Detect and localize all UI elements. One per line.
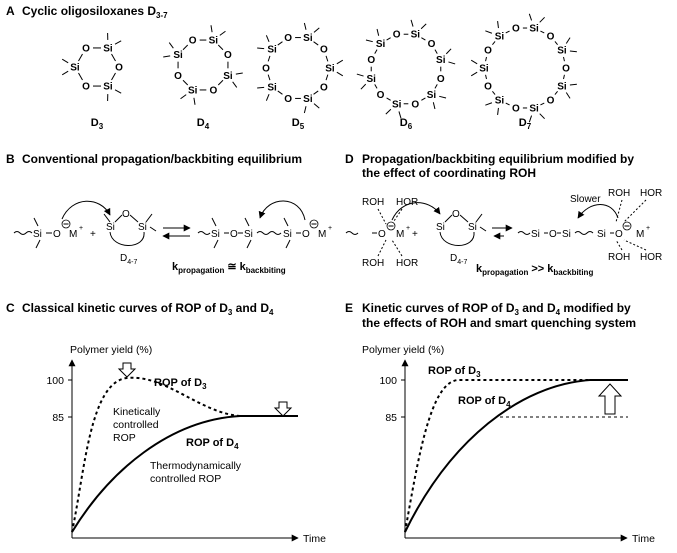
product-o: O: [549, 229, 557, 240]
methyl-bond: [357, 74, 364, 76]
methyl-bond: [245, 218, 249, 226]
methyl-bond: [115, 90, 121, 93]
si-atom: Si: [366, 73, 376, 85]
h-bond-dash: [378, 209, 386, 224]
si-atom: Si: [267, 44, 277, 56]
product-si-2: Si: [562, 229, 571, 240]
hor-bottom-right: HOR: [640, 252, 663, 263]
panel-d-letter: D: [345, 152, 354, 166]
plus-sign: +: [90, 229, 96, 240]
methyl-bond: [34, 218, 38, 226]
h-bond-dash: [616, 200, 622, 222]
methyl-bond: [304, 106, 306, 113]
methyl-bond: [163, 56, 170, 57]
ring-bond: [314, 42, 319, 45]
c-kinetic-2: controlled: [113, 419, 159, 431]
ring-bond: [112, 73, 116, 80]
methyl-bond: [247, 240, 251, 248]
slower-label: Slower: [570, 194, 601, 205]
ring-bond: [563, 57, 564, 61]
roh-top-right: ROH: [608, 188, 631, 199]
panel-e-title-1: Kinetic curves of ROP of $D_3$ and $D_4$ modified by: [362, 301, 631, 317]
backbiting-arrow: [578, 205, 618, 219]
o-atom: O: [546, 95, 555, 107]
methyl-bond: [304, 23, 306, 30]
nucleophilic-attack-arrow: [62, 201, 110, 219]
methyl-bond: [286, 240, 290, 248]
o-atom: O: [511, 23, 520, 35]
ring-bond: [375, 84, 377, 88]
methyl-bond: [485, 103, 492, 105]
methyl-bond: [257, 48, 264, 49]
c-label-d3: ROP of $D_3$: [154, 377, 207, 391]
silanolate-o: O: [378, 229, 386, 240]
methyl-bond: [566, 93, 570, 99]
c-y-axis-label: Polymer yield (%): [70, 344, 153, 356]
product-cation: M: [636, 229, 645, 240]
panel-b-title: Conventional propagation/backbiting equilibrium: [22, 152, 303, 166]
o-atom: O: [376, 89, 385, 101]
ring-bond: [421, 98, 425, 100]
methyl-bond: [194, 98, 195, 105]
ring-bond: [506, 31, 510, 33]
methyl-bond: [146, 214, 152, 222]
product-si-3: Si: [597, 229, 606, 240]
ring-bond: [115, 215, 122, 222]
o-atom: O: [546, 31, 555, 43]
methyl-bond: [433, 102, 435, 109]
panel-e-letter: E: [345, 301, 354, 315]
ring-bond: [387, 38, 391, 40]
ring-bond: [506, 103, 510, 105]
panel-d: [345, 152, 662, 277]
methyl-bond: [266, 35, 269, 41]
c-plateau-down-arrow-icon: [275, 402, 291, 416]
panel-d-title-1: Propagation/backbiting equilibrium modified by: [362, 152, 635, 166]
methyl-bond: [62, 71, 68, 75]
methyl-bond: [540, 17, 545, 22]
methyl-bond: [485, 31, 492, 33]
ring-bond: [435, 50, 437, 54]
product-si-1: Si: [211, 229, 220, 240]
e-up-arrow-icon: [599, 384, 621, 414]
cation-charge: +: [79, 225, 84, 232]
si-atom: Si: [325, 63, 335, 75]
o-atom: O: [174, 70, 182, 82]
ring-si-left: Si: [106, 222, 115, 233]
ring-bond: [540, 31, 544, 33]
e-label-d4: ROP of $D_4$: [458, 395, 511, 409]
cation-charge: +: [646, 225, 651, 232]
rate-relation-d: $k_{propagation} >> k_{backbiting}$: [476, 263, 594, 277]
methyl-bond: [566, 38, 570, 44]
si-atom: Si: [410, 29, 421, 41]
methyl-bond: [314, 28, 319, 33]
roh-bottom-right: ROH: [608, 252, 631, 263]
c-ytick-100: 100: [46, 375, 64, 387]
panel-b: [6, 152, 332, 275]
e-x-axis-label: Time: [632, 533, 655, 545]
panel-e: [345, 301, 655, 545]
ring-label-d7: $D_7$: [518, 117, 532, 131]
h-bond-dash: [624, 240, 646, 250]
methyl-bond: [476, 214, 482, 222]
ring-label-d6: $D_6$: [399, 117, 413, 131]
e-y-axis-label: Polymer yield (%): [362, 344, 445, 356]
methyl-bond: [386, 109, 391, 114]
ring-bond: [486, 75, 487, 79]
ring-label: $D_{4-7}$: [450, 253, 468, 266]
si-atom: Si: [70, 62, 80, 74]
ring-si-left: Si: [436, 222, 445, 233]
methyl-bond: [498, 108, 499, 115]
ring-d6: [357, 20, 455, 131]
si-atom: Si: [391, 99, 402, 111]
ring-bond: [268, 56, 270, 61]
si-atom: Si: [103, 43, 113, 55]
o-atom: O: [319, 82, 328, 94]
methyl-bond: [337, 72, 343, 76]
panel-d-title-2: the effect of coordinating ROH: [362, 166, 536, 180]
hor-top-right: HOR: [640, 188, 663, 199]
ring-si-right: Si: [138, 222, 147, 233]
ring-bond: [112, 54, 116, 61]
ring-d4: [163, 25, 243, 131]
si-atom: Si: [173, 50, 183, 62]
rate-relation-b: $k_{propagation}$ ≅ $k_{backbiting}$: [172, 261, 286, 275]
ring-bond: [130, 215, 138, 222]
methyl-bond: [266, 94, 269, 100]
methyl-bond: [214, 240, 218, 248]
methyl-bond: [471, 60, 477, 64]
ring-bond: [326, 56, 328, 61]
si-atom: Si: [303, 93, 313, 105]
ring-bond: [278, 42, 283, 45]
ring-label-d3: $D_3$: [90, 117, 104, 131]
si-atom: Si: [557, 45, 567, 57]
ring-label-d4: $D_4$: [196, 117, 210, 131]
polymer-chain-wavy: [518, 232, 530, 235]
methyl-bond: [480, 227, 486, 231]
chain-si: Si: [33, 229, 42, 240]
polymer-chain-wavy: [198, 232, 210, 235]
ring-label-d5: $D_5$: [291, 117, 305, 131]
polymer-chain-wavy: [14, 232, 32, 235]
methyl-bond: [36, 240, 40, 248]
e-ytick-85: 85: [385, 412, 397, 424]
ring-bond: [555, 41, 558, 44]
methyl-bond: [448, 62, 455, 64]
methyl-bond: [377, 29, 379, 36]
methyl-bond: [115, 41, 121, 44]
methyl-bond: [233, 82, 237, 88]
ring-bond: [183, 45, 188, 50]
o-atom: O: [82, 43, 90, 55]
si-atom: Si: [426, 89, 437, 101]
ring-bond: [421, 38, 425, 40]
methyl-bond: [471, 72, 477, 76]
product-si-2: Si: [244, 229, 253, 240]
polymer-chain-wavy: [575, 232, 593, 235]
plus-sign: +: [412, 229, 418, 240]
ring-o: O: [122, 209, 130, 220]
ring-bond: [375, 50, 377, 54]
hor-top-left: HOR: [396, 197, 419, 208]
si-atom: Si: [267, 82, 277, 94]
methyl-bond: [62, 59, 68, 63]
c-label-d4: ROP of $D_4$: [186, 437, 239, 451]
panel-a-letter: A: [6, 4, 15, 18]
panel-b-letter: B: [6, 152, 15, 166]
hor-bottom-left: HOR: [396, 258, 419, 269]
si-atom: Si: [103, 81, 113, 93]
panel-c-letter: C: [6, 301, 15, 315]
methyl-bond: [570, 84, 577, 85]
c-kinetic-1: Kinetically: [113, 406, 161, 418]
ring-o: O: [452, 209, 460, 220]
counter-cation: M: [396, 229, 405, 240]
ring-bond: [79, 54, 83, 61]
methyl-bond: [220, 31, 226, 35]
o-atom: O: [82, 81, 90, 93]
o-atom: O: [511, 103, 520, 115]
c-x-axis-label: Time: [303, 533, 326, 545]
panel-c-title: Classical kinetic curves of ROP of $D_3$ and $D_4$: [22, 301, 274, 317]
product-si-1: Si: [531, 229, 540, 240]
methyl-bond: [181, 95, 187, 99]
polymer-chain-wavy: [257, 232, 281, 235]
h-bond-dash: [624, 200, 646, 222]
ring-bond: [278, 91, 283, 94]
ring-bond: [183, 80, 188, 85]
ring-bond: [486, 57, 487, 61]
c-thermo-2: controlled ROP: [150, 473, 222, 485]
ring-d7: [471, 14, 577, 131]
methyl-bond: [257, 87, 264, 88]
counter-cation: M: [69, 229, 78, 240]
o-atom: O: [411, 99, 420, 111]
o-atom: O: [392, 29, 401, 41]
methyl-bond: [446, 49, 451, 54]
ring-bond: [563, 75, 564, 79]
methyl-bond: [337, 60, 343, 64]
si-atom: Si: [494, 31, 505, 43]
methyl-bond: [212, 218, 216, 226]
ring-bond: [540, 103, 544, 105]
panel-c: [6, 301, 326, 545]
ring-d3: [62, 33, 123, 131]
c-ytick-85: 85: [52, 412, 64, 424]
o-atom: O: [115, 62, 123, 74]
methyl-bond: [236, 73, 243, 74]
ring-d5: [257, 23, 343, 131]
methyl-bond: [366, 40, 373, 42]
si-atom: Si: [208, 35, 219, 47]
panel-a: [6, 4, 577, 131]
methyl-bond: [150, 227, 156, 231]
ring-bond: [218, 45, 223, 50]
methyl-bond: [421, 24, 426, 29]
methyl-bond: [169, 43, 173, 49]
ring-bond: [460, 215, 468, 222]
ring-si-right: Si: [468, 222, 477, 233]
si-atom: Si: [187, 85, 198, 97]
o-atom: O: [436, 73, 445, 85]
methyl-bond: [411, 20, 413, 27]
cation-charge: +: [328, 225, 333, 232]
product-cation: M: [318, 229, 327, 240]
panel-a-title: Cyclic oligosiloxanes $D_{3-7}$: [22, 4, 168, 20]
ring-arc: [440, 232, 474, 246]
e-label-d3: ROP of $D_3$: [428, 365, 481, 379]
methyl-bond: [529, 14, 531, 21]
methyl-bond: [439, 96, 446, 98]
ring-bond: [268, 75, 270, 80]
o-atom: O: [484, 45, 492, 57]
methyl-bond: [211, 25, 212, 32]
e-ytick-100: 100: [379, 375, 397, 387]
o-atom: O: [284, 93, 293, 105]
ring-bond: [492, 91, 495, 94]
si-atom: Si: [223, 70, 233, 82]
o-atom: O: [484, 81, 492, 93]
silanolate-o: O: [53, 229, 61, 240]
ring-label: $D_{4-7}$: [120, 253, 138, 266]
o-atom: O: [367, 55, 376, 67]
c-curve-d3: [72, 378, 298, 532]
o-atom: O: [209, 85, 218, 97]
h-bond-dash: [392, 240, 402, 256]
methyl-bond: [104, 214, 110, 222]
ring-arc: [110, 232, 144, 246]
ring-structures: [62, 14, 577, 131]
h-bond-dash: [616, 240, 622, 250]
si-atom: Si: [375, 39, 386, 51]
methyl-bond: [314, 104, 319, 109]
product-silanolate-o: O: [615, 229, 623, 240]
e-curve-d4: [405, 380, 628, 532]
c-kinetic-3: ROP: [113, 432, 136, 444]
backbiting-arrow: [260, 201, 305, 220]
methyl-bond: [361, 84, 366, 89]
cation-charge: +: [406, 225, 411, 232]
si-atom: Si: [436, 55, 446, 67]
product-silanolate-o: O: [302, 229, 310, 240]
roh-bottom-left: ROH: [362, 258, 385, 269]
methyl-bond: [540, 114, 545, 119]
si-atom: Si: [529, 103, 539, 115]
polymer-chain-wavy: [346, 232, 358, 235]
methyl-bond: [284, 218, 288, 226]
panel-e-title-2: the effects of ROH and smart quenching system: [362, 316, 637, 330]
ring-bond: [314, 91, 319, 94]
o-atom: O: [284, 33, 293, 45]
methyl-bond: [570, 51, 577, 52]
product-o: O: [230, 229, 238, 240]
si-atom: Si: [529, 23, 539, 35]
methyl-bond: [498, 21, 499, 28]
product-si-3: Si: [283, 229, 292, 240]
ring-bond: [79, 73, 83, 80]
h-bond-dash: [378, 240, 386, 256]
ring-bond: [387, 98, 391, 100]
si-atom: Si: [303, 33, 313, 45]
o-atom: O: [562, 63, 570, 75]
ring-bond: [445, 215, 452, 222]
o-atom: O: [319, 44, 328, 56]
ring-bond: [326, 75, 328, 80]
c-thermo-1: Thermodynamically: [150, 460, 242, 472]
c-peak-down-arrow-icon: [119, 363, 135, 377]
si-atom: Si: [557, 81, 567, 93]
o-atom: O: [224, 50, 232, 62]
o-atom: O: [262, 63, 270, 75]
ring-bond: [435, 84, 437, 88]
roh-top-left: ROH: [362, 197, 385, 208]
o-atom: O: [427, 39, 436, 51]
si-atom: Si: [479, 63, 489, 75]
si-atom: Si: [494, 95, 505, 107]
o-atom: O: [188, 35, 197, 47]
